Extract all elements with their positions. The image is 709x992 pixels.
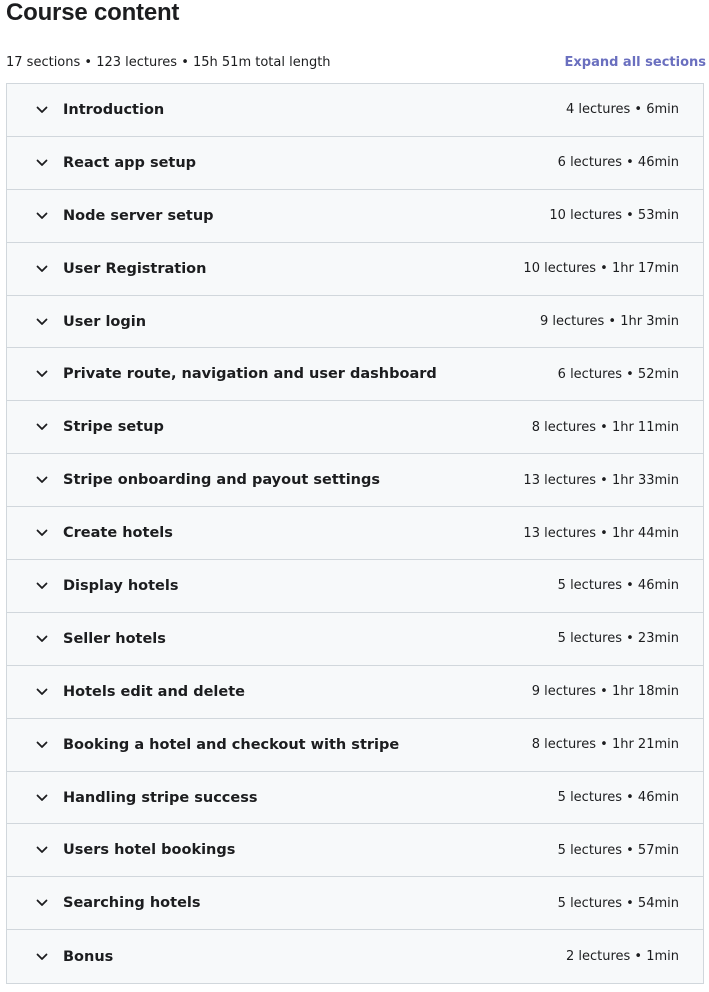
- course-section-row[interactable]: [7, 243, 703, 296]
- expand-all-sections-button[interactable]: Expand all sections: [564, 54, 706, 70]
- course-section-row[interactable]: [7, 824, 703, 877]
- chevron-down-icon[interactable]: [35, 526, 49, 540]
- chevron-down-icon[interactable]: [35, 103, 49, 117]
- section-lecture-info: 13 lectures • 1hr 33min: [523, 472, 679, 488]
- section-title: Hotels edit and delete: [63, 683, 245, 700]
- section-title: Users hotel bookings: [63, 842, 236, 859]
- course-meta-row: [6, 53, 706, 71]
- page-title: Course content: [6, 0, 180, 26]
- section-title: Introduction: [63, 101, 165, 118]
- course-summary: 17 sections • 123 lectures • 15h 51m total length: [6, 54, 331, 70]
- chevron-down-icon[interactable]: [35, 791, 49, 805]
- section-lecture-info: 2 lectures • 1min: [565, 949, 679, 965]
- section-title: Node server setup: [63, 207, 214, 224]
- section-lecture-info: 5 lectures • 57min: [557, 842, 679, 858]
- chevron-down-icon[interactable]: [35, 156, 49, 170]
- section-title: Stripe onboarding and payout settings: [63, 472, 381, 489]
- chevron-down-icon[interactable]: [35, 473, 49, 487]
- course-section-row[interactable]: [7, 719, 703, 772]
- course-section-row[interactable]: [7, 296, 703, 349]
- section-lecture-info: 9 lectures • 1hr 3min: [539, 314, 679, 329]
- section-title: Bonus: [63, 948, 114, 965]
- section-title: Display hotels: [63, 577, 179, 594]
- section-lecture-info: 4 lectures • 6min: [565, 102, 679, 118]
- course-section-row[interactable]: [7, 877, 703, 930]
- section-lecture-info: 5 lectures • 46min: [557, 578, 679, 594]
- course-section-row[interactable]: [7, 401, 703, 454]
- section-lecture-info: 13 lectures • 1hr 44min: [523, 525, 679, 541]
- chevron-down-icon[interactable]: [35, 420, 49, 434]
- section-lecture-info: 6 lectures • 52min: [557, 366, 679, 382]
- chevron-down-icon[interactable]: [35, 632, 49, 646]
- chevron-down-icon[interactable]: [35, 209, 49, 223]
- section-lecture-info: 5 lectures • 46min: [557, 790, 679, 806]
- chevron-down-icon[interactable]: [35, 262, 49, 276]
- section-lecture-info: 8 lectures • 1hr 11min: [531, 419, 679, 435]
- section-lecture-info: 10 lectures • 1hr 17min: [523, 261, 679, 277]
- chevron-down-icon[interactable]: [35, 367, 49, 381]
- course-section-row[interactable]: [7, 560, 703, 613]
- course-section-row[interactable]: [7, 613, 703, 666]
- section-lecture-info: 10 lectures • 53min: [549, 208, 679, 224]
- section-title: Handling stripe success: [63, 789, 258, 806]
- chevron-down-icon[interactable]: [35, 315, 49, 329]
- section-lecture-info: 9 lectures • 1hr 18min: [531, 684, 679, 700]
- section-title: Stripe setup: [63, 419, 164, 436]
- section-lecture-info: 5 lectures • 23min: [557, 631, 679, 647]
- course-section-row[interactable]: [7, 454, 703, 507]
- course-section-row[interactable]: [7, 348, 703, 401]
- section-lecture-info: 5 lectures • 54min: [557, 895, 679, 911]
- section-lecture-info: 8 lectures • 1hr 21min: [531, 737, 679, 753]
- chevron-down-icon[interactable]: [35, 843, 49, 857]
- course-section-row[interactable]: [7, 666, 703, 719]
- section-title: React app setup: [63, 154, 197, 171]
- section-title: Private route, navigation and user dashboard: [63, 366, 437, 383]
- chevron-down-icon[interactable]: [35, 738, 49, 752]
- course-section-row[interactable]: [7, 84, 703, 137]
- course-section-row[interactable]: [7, 507, 703, 560]
- chevron-down-icon[interactable]: [35, 579, 49, 593]
- section-title: Booking a hotel and checkout with stripe: [63, 736, 400, 753]
- chevron-down-icon[interactable]: [35, 685, 49, 699]
- section-title: Seller hotels: [63, 630, 166, 647]
- course-sections-list: [6, 83, 704, 984]
- section-title: User Registration: [63, 260, 207, 277]
- section-title: Searching hotels: [63, 895, 201, 912]
- course-section-row[interactable]: [7, 772, 703, 825]
- course-section-row[interactable]: [7, 190, 703, 243]
- course-section-row[interactable]: [7, 137, 703, 190]
- chevron-down-icon[interactable]: [35, 896, 49, 910]
- chevron-down-icon[interactable]: [35, 950, 49, 964]
- section-lecture-info: 6 lectures • 46min: [557, 155, 679, 171]
- course-section-row[interactable]: [7, 930, 703, 983]
- section-title: Create hotels: [63, 525, 173, 542]
- section-title: User login: [63, 313, 147, 330]
